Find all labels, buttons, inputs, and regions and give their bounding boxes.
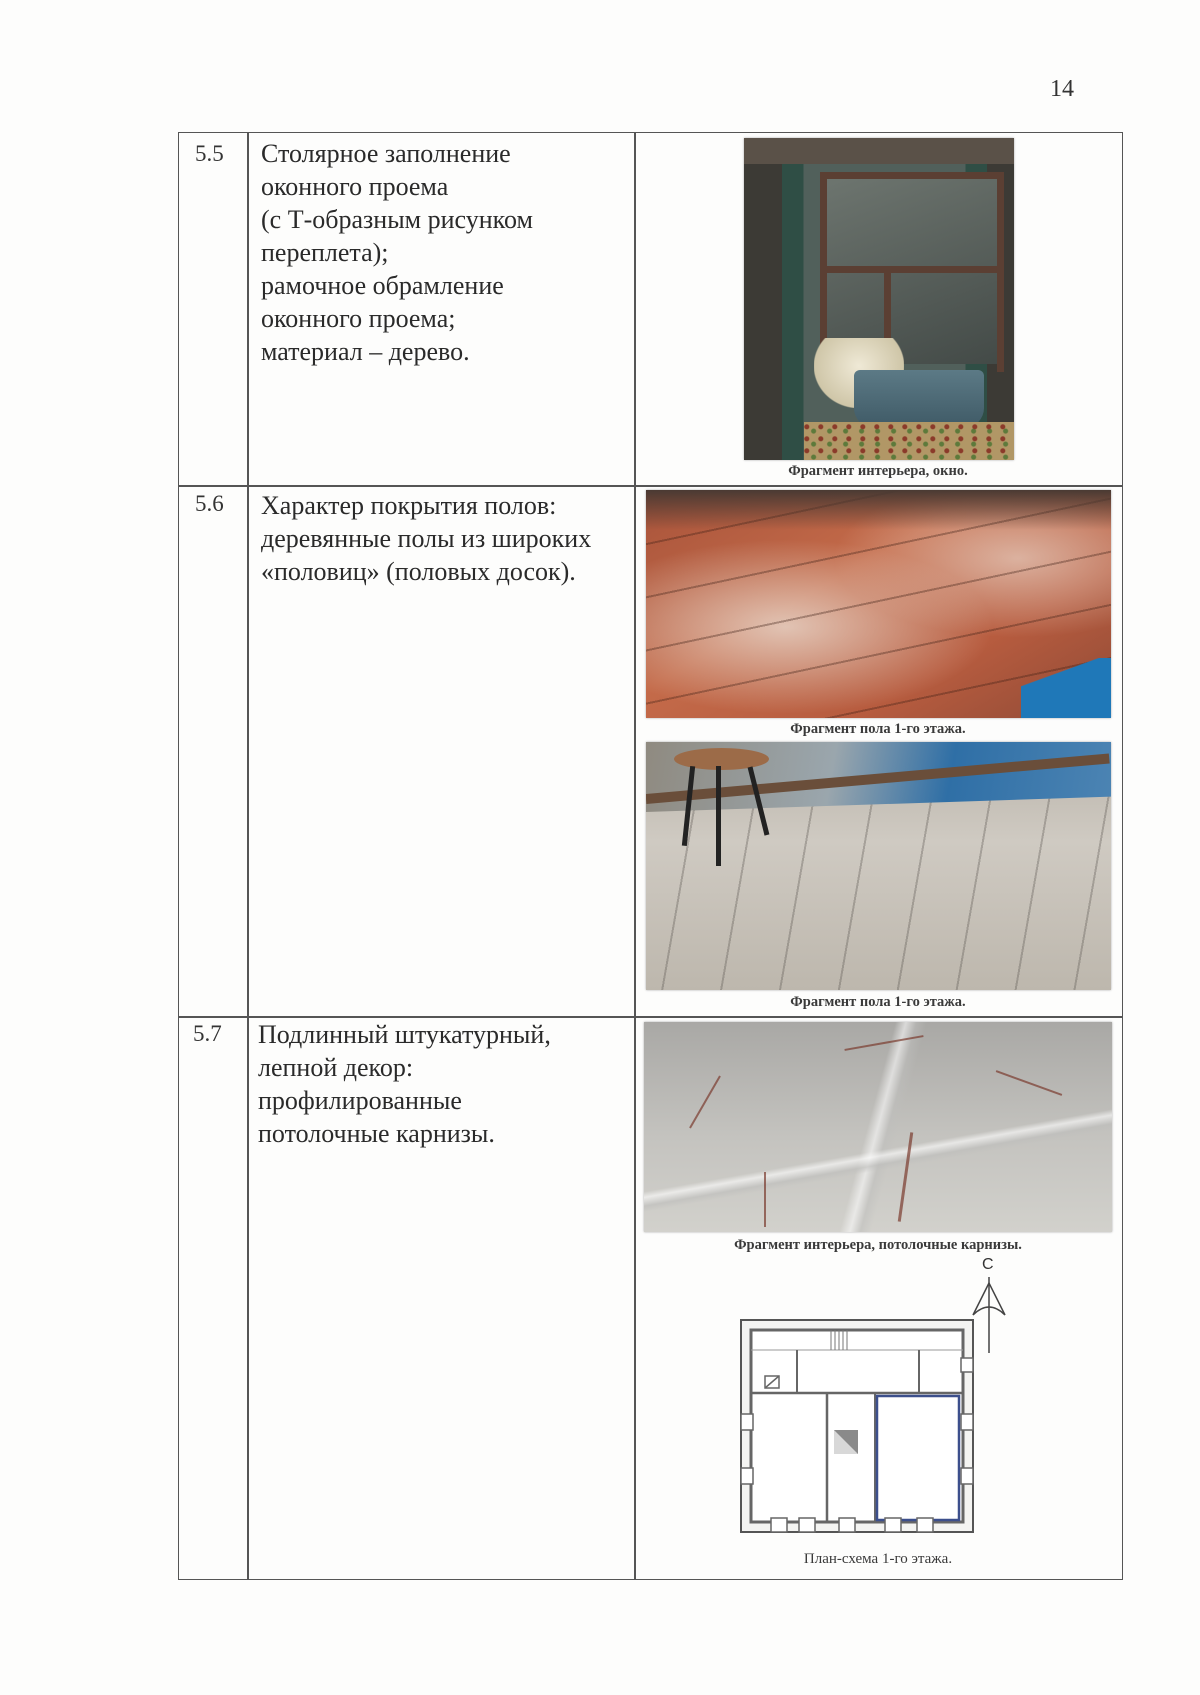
column-divider bbox=[634, 133, 636, 1579]
row-number: 5.6 bbox=[195, 491, 224, 516]
column-divider bbox=[247, 133, 249, 1579]
row-description: Столярное заполнение оконного проема (с Т-образным рисунком переплета); рамочное обрамление оконного проема; материал – дерево. bbox=[261, 139, 533, 366]
figure-caption: План-схема 1-го этажа. bbox=[803, 1551, 953, 1567]
floor-photo bbox=[646, 490, 1111, 718]
figure-caption: Фрагмент пола 1-го этажа. bbox=[790, 721, 966, 737]
heritage-elements-table bbox=[178, 132, 1123, 1580]
row-description: Подлинный штукатурный, лепной декор: профилированные потолочные карнизы. bbox=[258, 1020, 551, 1148]
ceiling-cornice-photo bbox=[644, 1022, 1112, 1232]
figure-caption: Фрагмент интерьера, окно. bbox=[788, 463, 968, 479]
row-number: 5.7 bbox=[193, 1021, 222, 1046]
floor-plan-diagram bbox=[739, 1318, 979, 1538]
row-description: Характер покрытия полов: деревянные полы из широких «половиц» (половых досок). bbox=[261, 491, 592, 586]
row-divider bbox=[179, 485, 1122, 487]
figure-caption: Фрагмент интерьера, потолочные карнизы. bbox=[734, 1237, 1022, 1253]
window-photo bbox=[744, 138, 1014, 460]
page-number: 14 bbox=[1050, 76, 1074, 102]
figure-caption: Фрагмент пола 1-го этажа. bbox=[790, 994, 966, 1010]
north-label: С bbox=[982, 1256, 994, 1273]
floor-photo bbox=[646, 742, 1111, 990]
row-number: 5.5 bbox=[195, 141, 224, 166]
